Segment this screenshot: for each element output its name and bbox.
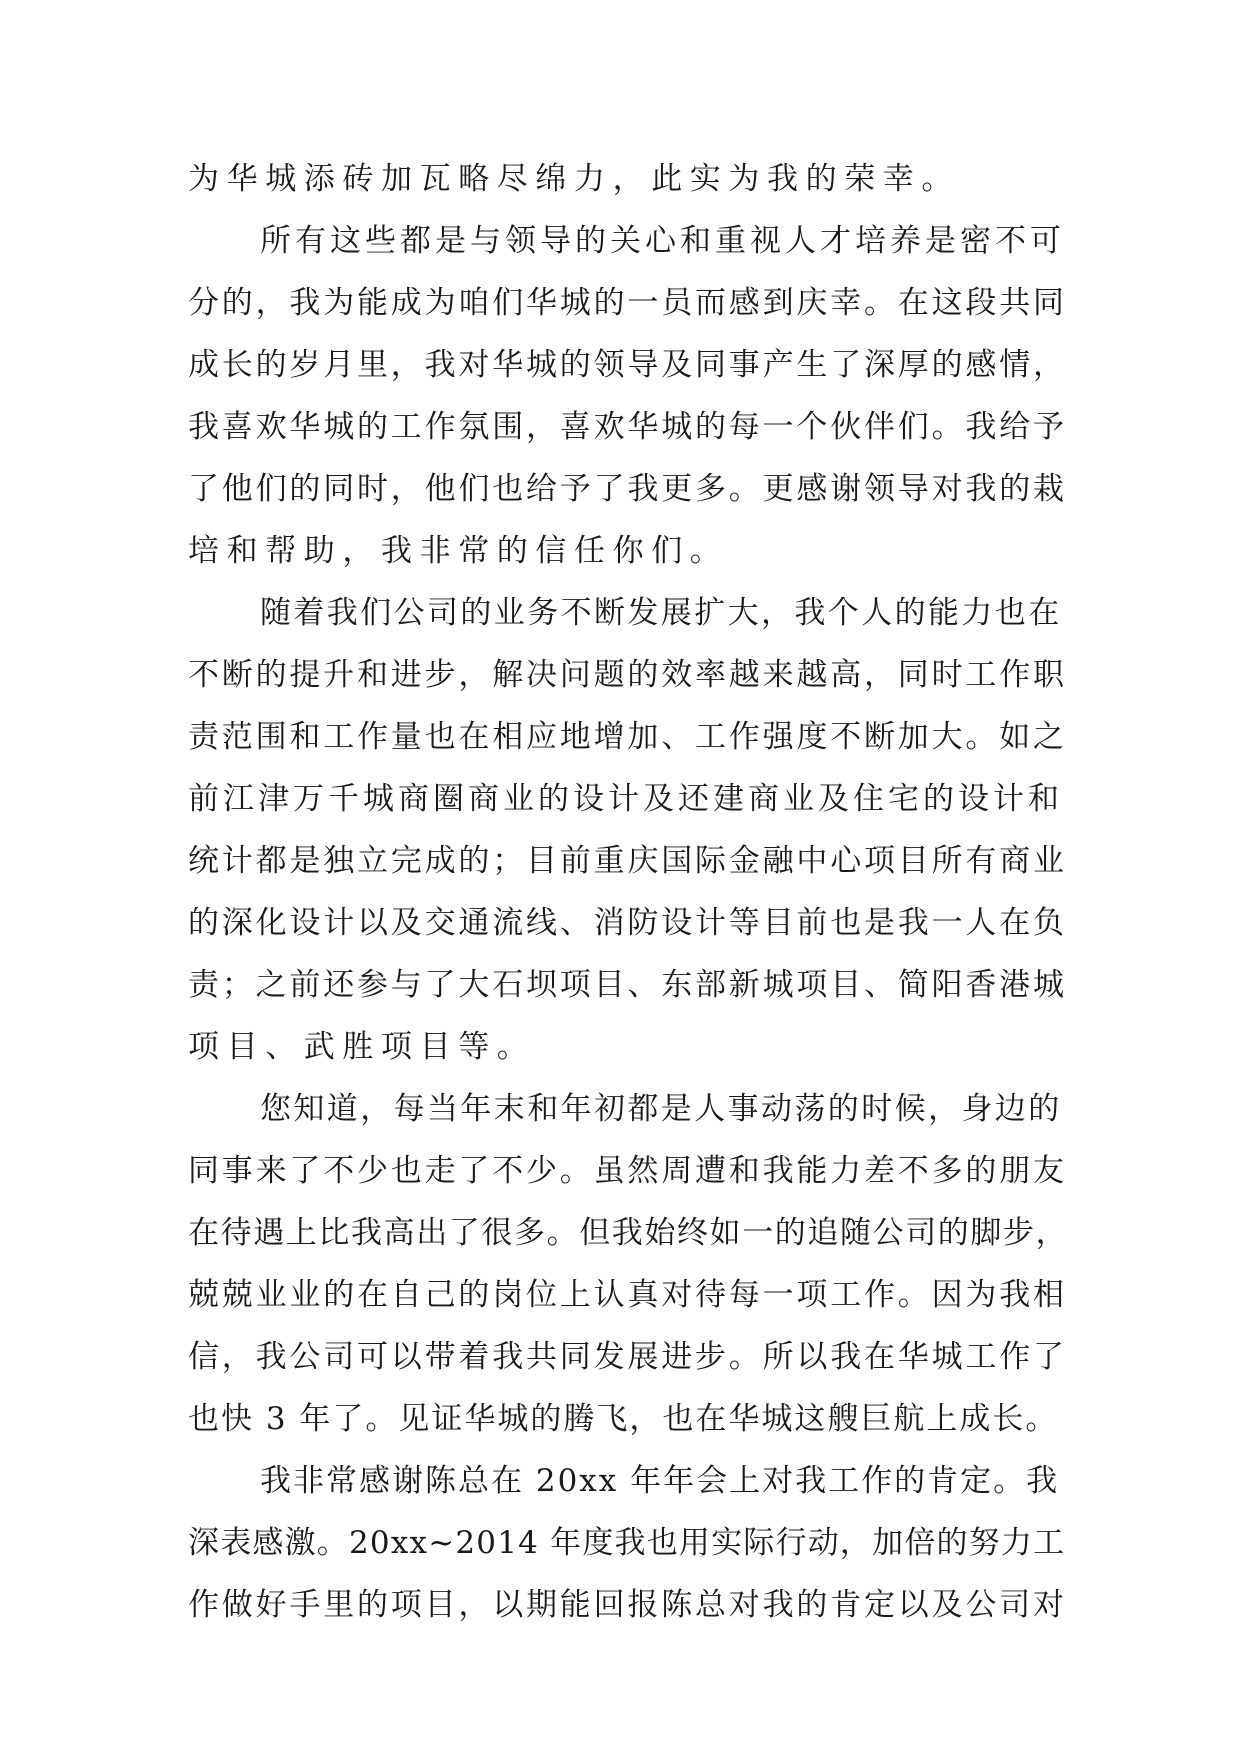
text-line: 前江津万千城商圈商业的设计及还建商业及住宅的设计和 [188, 781, 1063, 817]
text-line: 项目、武胜项目等。 [188, 1029, 536, 1065]
text-line: 随着我们公司的业务不断发展扩大，我个人的能力也在 [260, 595, 1062, 631]
text-line: 分的，我为能成为咱们华城的一员而感到庆幸。在这段共同 [188, 285, 1067, 321]
text-line: 统计都是独立完成的；目前重庆国际金融中心项目所有商业 [188, 843, 1067, 879]
text-line: 您知道，每当年末和年初都是人事动荡的时候，身边的 [260, 1091, 1062, 1127]
text-line: 我非常感谢陈总在 20xx 年年会上对我工作的肯定。我 [260, 1463, 1060, 1499]
text-line: 了他们的同时，他们也给予了我更多。更感谢领导对我的栽 [188, 471, 1067, 507]
text-line: 不断的提升和进步，解决问题的效率越来越高，同时工作职 [188, 657, 1067, 693]
document-body [188, 148, 1068, 1636]
text-line: 也快 3 年了。见证华城的腾飞，也在华城这艘巨航上成长。 [188, 1401, 1059, 1437]
text-line: 责；之前还参与了大石坝项目、东部新城项目、简阳香港城 [188, 967, 1067, 1003]
text-line: 的深化设计以及交通流线、消防设计等目前也是我一人在负 [188, 905, 1067, 941]
text-line: 为华城添砖加瓦略尽绵力，此实为我的荣幸。 [188, 161, 960, 197]
text-line: 我喜欢华城的工作氛围，喜欢华城的每一个伙伴们。我给予 [188, 409, 1067, 445]
text-line: 在待遇上比我高出了很多。但我始终如一的追随公司的脚步， [188, 1215, 1069, 1251]
text-line: 信，我公司可以带着我共同发展进步。所以我在华城工作了 [188, 1339, 1067, 1375]
text-line: 成长的岁月里，我对华城的领导及同事产生了深厚的感情， [188, 347, 1067, 383]
text-line: 兢兢业业的在自己的岗位上认真对待每一项工作。因为我相 [188, 1277, 1067, 1313]
text-line: 培和帮助，我非常的信任你们。 [188, 533, 729, 569]
text-line: 同事来了不少也走了不少。虽然周遭和我能力差不多的朋友 [188, 1153, 1067, 1189]
text-line: 作做好手里的项目，以期能回报陈总对我的肯定以及公司对 [188, 1587, 1067, 1623]
text-line: 责范围和工作量也在相应地增加、工作强度不断加大。如之 [188, 719, 1067, 755]
text-line: 深表感激。20xx~2014 年度我也用实际行动，加倍的努力工 [188, 1525, 1066, 1561]
text-line: 所有这些都是与领导的关心和重视人才培养是密不可 [260, 223, 1065, 259]
